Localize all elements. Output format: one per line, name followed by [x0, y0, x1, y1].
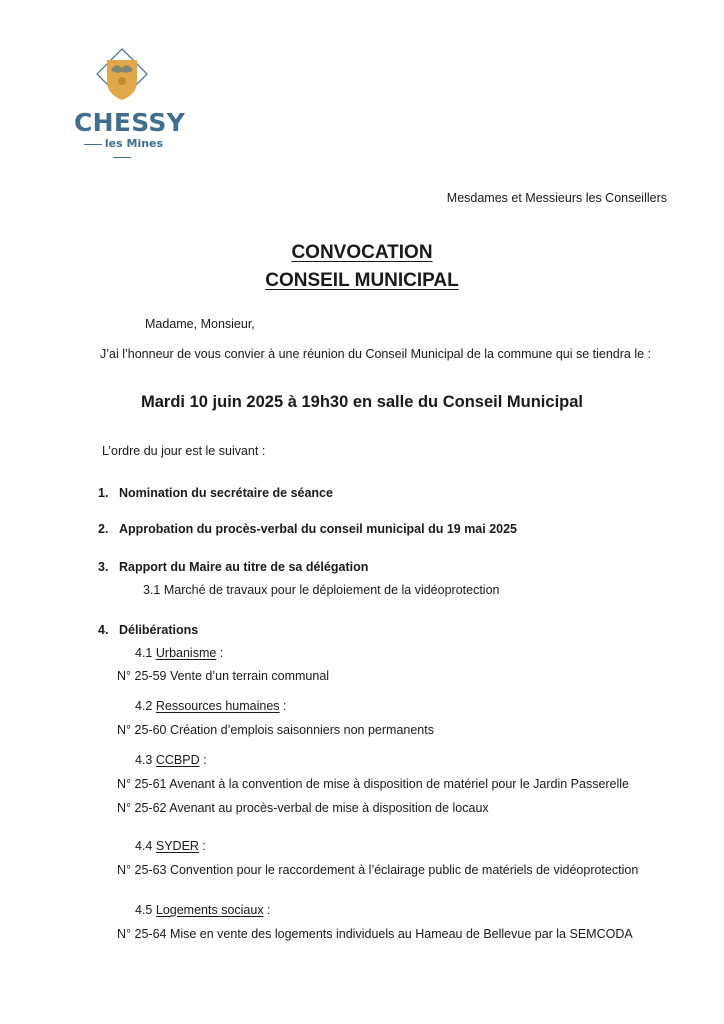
agenda-item-title: Rapport du Maire au titre de sa délégation — [119, 560, 369, 574]
agenda-item-title: Délibérations — [119, 623, 199, 637]
chessy-logo — [74, 44, 186, 156]
deliberation-number: 4.5 — [135, 903, 153, 917]
agenda-item-title: Approbation du procès-verbal du conseil municipal du 19 mai 2025 — [119, 522, 518, 536]
logo-name: CHESSY — [74, 108, 186, 137]
deliberation-number: 4.2 — [135, 699, 153, 713]
deliberation-suffix: : — [199, 753, 207, 767]
deliberation-name: CCBPD — [155, 753, 200, 767]
deliberation-number: 4.1 — [135, 646, 153, 660]
addressee: Mesdames et Messieurs les Conseillers — [446, 191, 667, 205]
deliberation-item: N° 25-63 Convention pour le raccordement à l’éclairage public de matériels de vidéoprotection — [117, 863, 639, 877]
deliberation-name: Urbanisme — [155, 646, 217, 660]
agenda-item-number: 3. — [98, 560, 109, 574]
logo-subname: les Mines — [74, 137, 170, 163]
coat-of-arms-icon — [96, 48, 148, 110]
deliberation-item: N° 25-61 Avenant à la convention de mise à disposition de matériel pour le Jardin Passerelle — [117, 777, 630, 791]
intro-text: J’ai l’honneur de vous convier à une réunion du Conseil Municipal de la commune qui se tiendra le : — [100, 347, 652, 361]
deliberation-name: Logements sociaux — [155, 903, 264, 917]
agenda-item-title: Nomination du secrétaire de séance — [119, 486, 333, 500]
deliberation-suffix: : — [198, 839, 206, 853]
deliberation-suffix: : — [216, 646, 224, 660]
agenda-intro: L’ordre du jour est le suivant : — [102, 444, 266, 458]
deliberation-suffix: : — [279, 699, 287, 713]
agenda-item-number: 1. — [98, 486, 109, 500]
deliberation-heading — [135, 753, 207, 767]
title-line-2: CONSEIL MUNICIPAL — [265, 270, 459, 291]
deliberation-name: Ressources humaines — [155, 699, 280, 713]
meeting-date: Mardi 10 juin 2025 à 19h30 en salle du Conseil Municipal — [141, 393, 583, 411]
deliberation-item: N° 25-60 Création d’emplois saisonniers non permanents — [117, 723, 434, 737]
deliberation-item: N° 25-64 Mise en vente des logements individuels au Hameau de Bellevue par la SEMCODA — [117, 927, 633, 941]
deliberation-number: 4.3 — [135, 753, 153, 767]
deliberation-item: N° 25-59 Vente d’un terrain communal — [117, 669, 330, 683]
deliberation-heading — [135, 903, 271, 917]
deliberation-number: 4.4 — [135, 839, 153, 853]
title-line-1: CONVOCATION — [291, 242, 433, 263]
deliberation-suffix: : — [263, 903, 271, 917]
agenda-subitem: 3.1 Marché de travaux pour le déploiement de la vidéoprotection — [143, 583, 500, 597]
deliberation-heading — [135, 839, 206, 853]
deliberation-heading — [135, 646, 223, 660]
salutation: Madame, Monsieur, — [145, 317, 255, 331]
agenda-item-number: 4. — [98, 623, 109, 637]
deliberation-item: N° 25-62 Avenant au procès-verbal de mise à disposition de locaux — [117, 801, 489, 815]
deliberation-heading — [135, 699, 287, 713]
deliberation-name: SYDER — [155, 839, 199, 853]
agenda-item-number: 2. — [98, 522, 109, 536]
